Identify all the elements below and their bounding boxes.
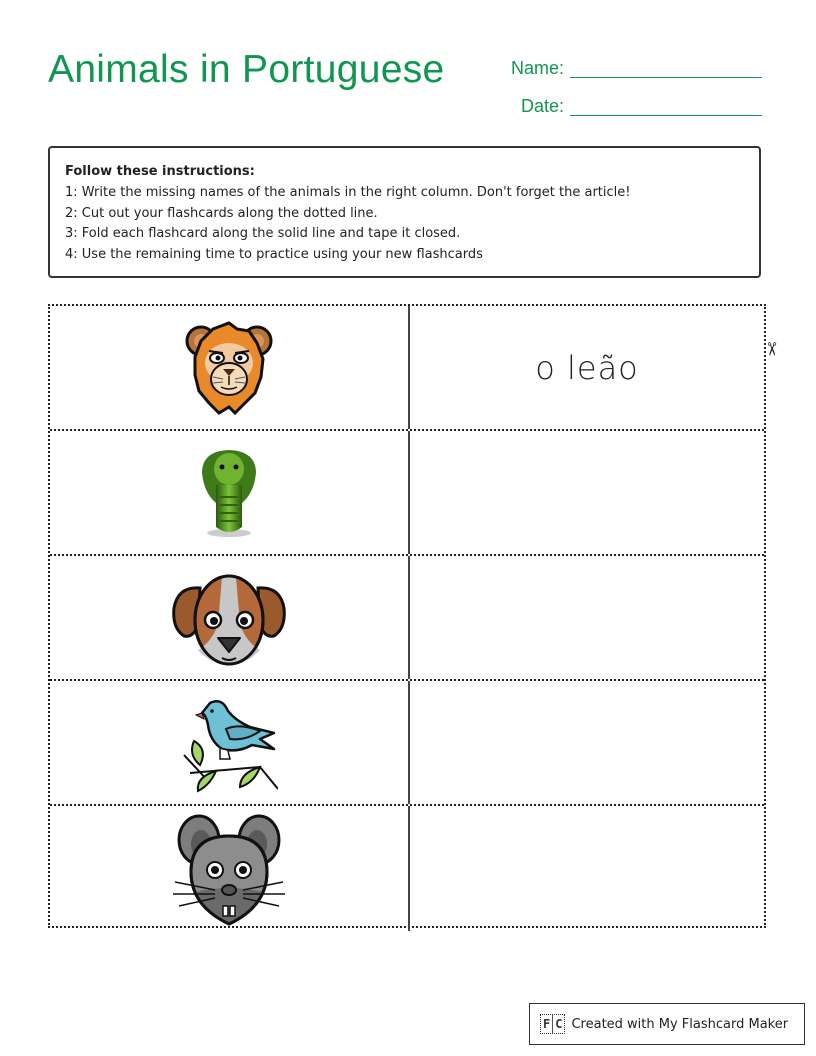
flashcard-back: [410, 556, 764, 679]
flashcard-front: [50, 806, 408, 931]
flashcard-maker-logo: [540, 1014, 565, 1034]
flashcard-back: [410, 306, 764, 429]
flashcard-front: [50, 431, 408, 554]
name-line: [570, 59, 762, 78]
flashcard-row: [50, 431, 764, 556]
footer-badge: [529, 1003, 805, 1045]
flashcard-answer: o leão: [535, 348, 639, 387]
page-title: Animals in Portuguese: [48, 48, 445, 91]
name-label: Name:: [510, 58, 564, 78]
flashcard-row: [50, 681, 764, 806]
instruction-step: 3: Fold each flashcard along the solid line and tape it closed.: [65, 226, 461, 241]
name-field: [502, 58, 762, 78]
flashcard-grid: [48, 304, 766, 928]
lion-icon: [183, 319, 275, 417]
instruction-step: 1: Write the missing names of the animals in the right column. Don't forget the article!: [65, 185, 631, 200]
date-line: [570, 97, 762, 116]
snake-icon: [194, 445, 264, 540]
instruction-step: 4: Use the remaining time to practice using your new flashcards: [65, 246, 483, 262]
scissors-icon: ✂: [760, 341, 782, 357]
flashcard-front: [50, 556, 408, 679]
footer-text: Created with My Flashcard Maker: [571, 1016, 789, 1032]
bird-icon: [180, 693, 278, 793]
date-label: Date:: [520, 96, 564, 116]
flashcard-back: [410, 681, 764, 804]
date-field: [502, 96, 762, 116]
logo-letter-c: C: [552, 1015, 564, 1033]
flashcard-back: [410, 806, 764, 931]
logo-letter-f: F: [543, 1017, 551, 1031]
flashcard-front: [50, 681, 408, 804]
dog-icon: [170, 568, 288, 668]
flashcard-row: [50, 306, 764, 431]
instruction-step: 2: Cut out your flashcards along the dotted line.: [65, 205, 378, 221]
mouse-icon: [171, 810, 287, 928]
instructions-heading: Follow these instructions:: [65, 164, 255, 179]
instructions-box: [48, 146, 761, 278]
flashcard-back: [410, 431, 764, 554]
flashcard-row: [50, 806, 764, 931]
flashcard-front: [50, 306, 408, 429]
flashcard-row: [50, 556, 764, 681]
